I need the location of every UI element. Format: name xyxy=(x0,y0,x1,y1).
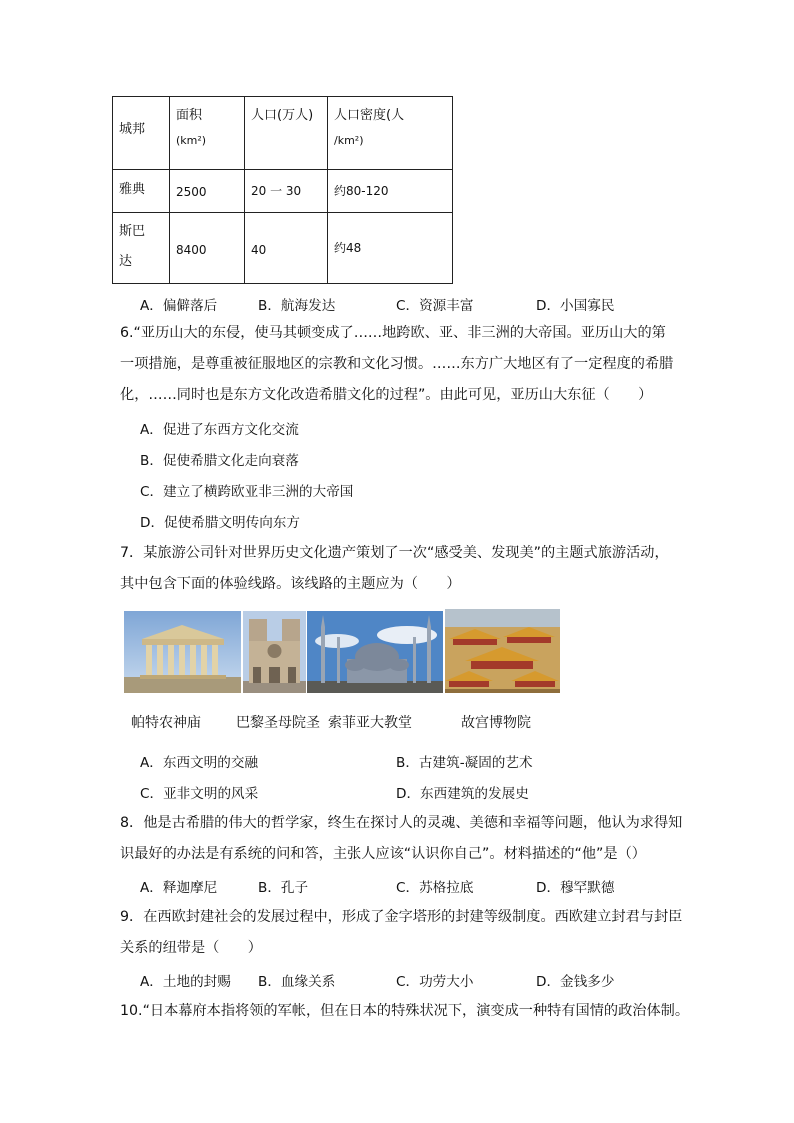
q9-option-b[interactable]: B．血缘关系 xyxy=(258,974,336,990)
q6-option-b[interactable]: B．促使希腊文化走向衰落 xyxy=(140,453,299,469)
q7-option-c[interactable]: C．亚非文明的风采 xyxy=(140,786,259,802)
q7-option-a[interactable]: A．东西文明的交融 xyxy=(140,755,259,771)
q8-option-a[interactable]: A．释迦摩尼 xyxy=(140,880,218,896)
hagia-sophia-image xyxy=(307,611,443,693)
q9-stem-line: 9．在西欧封建社会的发展过程中，形成了金字塔形的封建等级制度。西欧建立封君与封臣 xyxy=(120,909,683,925)
header-cell: 人口(万人) xyxy=(245,97,328,170)
header-cell: 面积 (km²) xyxy=(170,97,245,170)
q10-stem-line: 10.“日本幕府本指将领的军帐，但在日本的特殊状况下，演变成一种特有国情的政治体制。 xyxy=(120,1003,690,1019)
q6-stem-line: 一项措施，是尊重被征服地区的宗教和文化习惯。……东方广大地区有了一定程度的希腊 xyxy=(120,356,674,372)
table-cell: 斯巴 达 xyxy=(113,213,170,284)
q5-option-a[interactable]: A．偏僻落后 xyxy=(140,298,218,314)
city-state-table xyxy=(112,96,453,284)
q9-stem-line: 关系的纽带是（ ） xyxy=(120,940,262,956)
q8-option-c[interactable]: C．苏格拉底 xyxy=(396,880,474,896)
image-caption: 故宫博物院 xyxy=(461,715,531,731)
image-caption: 索菲亚大教堂 xyxy=(328,715,412,731)
table-cell: 20 一 30 xyxy=(245,170,328,213)
table-row xyxy=(113,213,453,284)
table-cell: 8400 xyxy=(170,213,245,284)
q8-option-b[interactable]: B．孔子 xyxy=(258,880,309,896)
header-cell: 人口密度(人 /km²) xyxy=(328,97,453,170)
q6-option-d[interactable]: D．促使希腊文明传向东方 xyxy=(140,515,300,531)
q8-option-d[interactable]: D．穆罕默德 xyxy=(536,880,615,896)
q5-option-c[interactable]: C．资源丰富 xyxy=(396,298,474,314)
q6-stem-line: 化，……同时也是东方文化改造希腊文化的过程”。由此可见，亚历山大东征（ ） xyxy=(120,387,653,403)
q9-option-a[interactable]: A．土地的封赐 xyxy=(140,974,231,990)
image-caption: 巴黎圣母院圣 xyxy=(236,715,320,731)
q7-option-d[interactable]: D．东西建筑的发展史 xyxy=(396,786,529,802)
table-cell: 40 xyxy=(245,213,328,284)
q9-option-c[interactable]: C．功劳大小 xyxy=(396,974,474,990)
q7-stem-line: 其中包含下面的体验线路。该线路的主题应为（ ） xyxy=(120,576,461,592)
table-cell: 2500 xyxy=(170,170,245,213)
table-cell: 约80-120 xyxy=(328,170,453,213)
q5-option-d[interactable]: D．小国寡民 xyxy=(536,298,615,314)
image-caption: 帕特农神庙 xyxy=(131,715,201,731)
table-header-row xyxy=(113,97,453,170)
table-cell: 雅典 xyxy=(113,170,170,213)
q7-stem-line: 7．某旅游公司针对世界历史文化遗产策划了一次“感受美、发现美”的主题式旅游活动， xyxy=(120,545,669,561)
table-row xyxy=(113,170,453,213)
header-cell: 城邦 xyxy=(113,97,170,170)
q6-stem-line: 6.“亚历山大的东侵，使马其顿变成了……地跨欧、亚、非三洲的大帝国。亚历山大的第 xyxy=(120,325,666,341)
forbidden-city-image xyxy=(445,609,560,693)
notre-dame-image xyxy=(243,611,306,693)
table-cell: 约48 xyxy=(328,213,453,284)
q8-stem-line: 识最好的办法是有系统的问和答，主张人应该“认识你自己”。材料描述的“他”是（） xyxy=(120,846,646,862)
q6-option-a[interactable]: A．促进了东西方文化交流 xyxy=(140,422,299,438)
q9-option-d[interactable]: D．金钱多少 xyxy=(536,974,615,990)
q8-stem-line: 8．他是古希腊的伟大的哲学家，终生在探讨人的灵魂、美德和幸福等问题，他认为求得知 xyxy=(120,815,683,831)
q5-option-b[interactable]: B．航海发达 xyxy=(258,298,336,314)
parthenon-image xyxy=(124,611,241,693)
q7-option-b[interactable]: B．古建筑-凝固的艺术 xyxy=(396,755,533,771)
q6-option-c[interactable]: C．建立了横跨欧亚非三洲的大帝国 xyxy=(140,484,354,500)
